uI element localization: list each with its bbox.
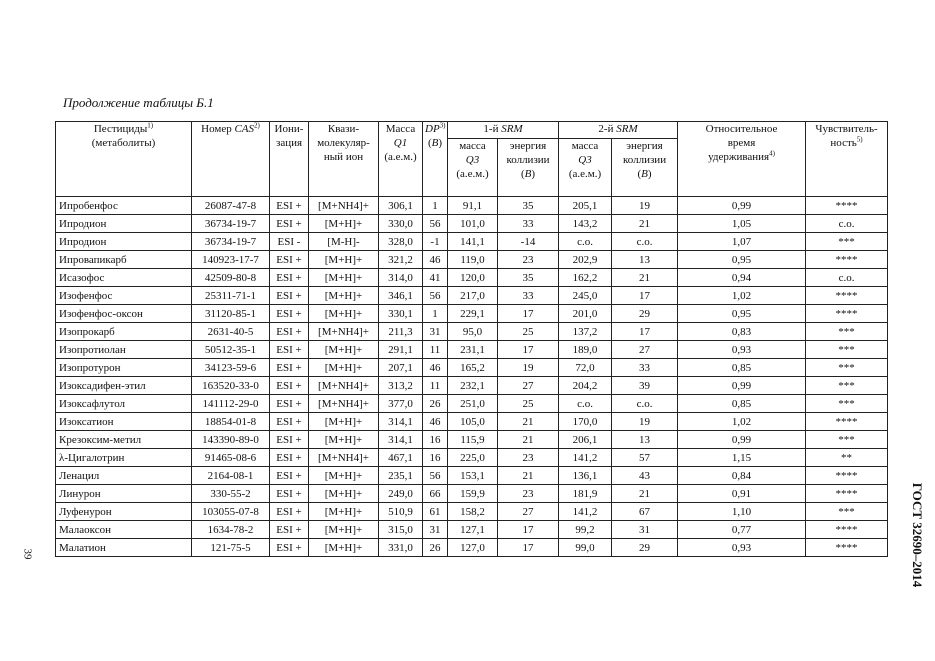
srm1-energy-cell: 25	[498, 323, 559, 341]
retention-time-cell: 1,02	[678, 287, 806, 305]
dp-value-cell: 46	[423, 413, 448, 431]
srm2-energy-cell: 21	[612, 269, 678, 287]
sensitivity-cell: ****	[806, 521, 888, 539]
cas-number-cell: 141112-29-0	[192, 395, 270, 413]
dp-value-cell: 56	[423, 467, 448, 485]
mass-q1-cell: 467,1	[379, 449, 423, 467]
quasi-ion-cell: [M+H]+	[309, 503, 379, 521]
mass-q1-cell: 313,2	[379, 377, 423, 395]
srm1-energy-cell: 21	[498, 431, 559, 449]
pesticide-name-cell: Изофенфос	[56, 287, 192, 305]
pesticide-name-cell: Изоксафлутол	[56, 395, 192, 413]
srm2-energy-cell: 33	[612, 359, 678, 377]
retention-time-cell: 1,07	[678, 233, 806, 251]
table-row	[56, 251, 888, 269]
pesticide-name-cell: Изофенфос-оксон	[56, 305, 192, 323]
srm1-energy-cell: 27	[498, 377, 559, 395]
sensitivity-cell: ***	[806, 359, 888, 377]
srm2-mass-cell: 143,2	[559, 215, 612, 233]
srm1-energy-cell: 25	[498, 395, 559, 413]
srm1-energy-cell: 21	[498, 413, 559, 431]
retention-time-cell: 0,85	[678, 359, 806, 377]
cas-number-cell: 2631-40-5	[192, 323, 270, 341]
ionization-cell: ESI +	[270, 287, 309, 305]
srm1-energy-cell: 27	[498, 503, 559, 521]
table-row	[56, 287, 888, 305]
pesticide-name-cell: Изоксатион	[56, 413, 192, 431]
ionization-cell: ESI +	[270, 521, 309, 539]
dp-value-cell: 41	[423, 269, 448, 287]
srm2-mass-cell: 245,0	[559, 287, 612, 305]
srm2-energy-cell: 21	[612, 485, 678, 503]
ionization-cell: ESI +	[270, 197, 309, 215]
cas-number-cell: 163520-33-0	[192, 377, 270, 395]
ionization-cell: ESI +	[270, 539, 309, 557]
quasi-ion-cell: [M+H]+	[309, 413, 379, 431]
table-row	[56, 305, 888, 323]
cas-number-cell: 34123-59-6	[192, 359, 270, 377]
quasi-ion-cell: [M+H]+	[309, 251, 379, 269]
ionization-cell: ESI +	[270, 377, 309, 395]
srm2-energy-cell: 27	[612, 341, 678, 359]
srm2-mass-cell: 136,1	[559, 467, 612, 485]
retention-time-cell: 0,99	[678, 197, 806, 215]
dp-value-cell: 46	[423, 359, 448, 377]
sensitivity-cell: ***	[806, 323, 888, 341]
mass-q1-cell: 314,0	[379, 269, 423, 287]
mass-q1-cell: 314,1	[379, 413, 423, 431]
srm1-mass-cell: 158,2	[448, 503, 498, 521]
retention-time-cell: 0,84	[678, 467, 806, 485]
srm2-mass-cell: 205,1	[559, 197, 612, 215]
mass-q1-cell: 328,0	[379, 233, 423, 251]
srm1-energy-cell: 35	[498, 197, 559, 215]
sensitivity-cell: ****	[806, 413, 888, 431]
dp-value-cell: 1	[423, 197, 448, 215]
cas-number-cell: 42509-80-8	[192, 269, 270, 287]
table-row	[56, 539, 888, 557]
srm1-energy-cell: 33	[498, 287, 559, 305]
cas-number-cell: 143390-89-0	[192, 431, 270, 449]
srm1-mass-cell: 159,9	[448, 485, 498, 503]
cas-number-cell: 31120-85-1	[192, 305, 270, 323]
sensitivity-cell: ***	[806, 341, 888, 359]
ionization-cell: ESI +	[270, 341, 309, 359]
dp-value-cell: 46	[423, 251, 448, 269]
mass-q1-cell: 330,0	[379, 215, 423, 233]
ionization-cell: ESI +	[270, 449, 309, 467]
mass-q1-cell: 331,0	[379, 539, 423, 557]
srm2-energy-cell: с.о.	[612, 395, 678, 413]
srm1-energy-cell: 21	[498, 467, 559, 485]
dp-value-cell: 31	[423, 521, 448, 539]
page-number: 39	[21, 548, 34, 560]
dp-value-cell: 16	[423, 431, 448, 449]
quasi-ion-cell: [M+H]+	[309, 305, 379, 323]
sensitivity-cell: ***	[806, 395, 888, 413]
srm1-mass-cell: 119,0	[448, 251, 498, 269]
quasi-ion-cell: [M+H]+	[309, 359, 379, 377]
srm2-mass-cell: 99,2	[559, 521, 612, 539]
pesticide-name-cell: Ипродион	[56, 233, 192, 251]
sensitivity-cell: ***	[806, 233, 888, 251]
retention-time-cell: 0,85	[678, 395, 806, 413]
header-srm1-mass: масса Q3 (а.е.м.)	[448, 139, 498, 197]
retention-time-cell: 1,15	[678, 449, 806, 467]
quasi-ion-cell: [M+NH4]+	[309, 449, 379, 467]
mass-q1-cell: 377,0	[379, 395, 423, 413]
srm1-energy-cell: 19	[498, 359, 559, 377]
mass-q1-cell: 249,0	[379, 485, 423, 503]
srm1-mass-cell: 127,1	[448, 521, 498, 539]
dp-value-cell: 11	[423, 377, 448, 395]
srm2-energy-cell: 13	[612, 431, 678, 449]
ionization-cell: ESI +	[270, 269, 309, 287]
ionization-cell: ESI -	[270, 233, 309, 251]
standard-code: ГОСТ 32690–2014	[910, 482, 925, 588]
sensitivity-cell: ****	[806, 539, 888, 557]
header-ionization: Иони- зация	[270, 122, 309, 197]
srm1-mass-cell: 141,1	[448, 233, 498, 251]
srm2-mass-cell: 206,1	[559, 431, 612, 449]
ionization-cell: ESI +	[270, 431, 309, 449]
srm1-energy-cell: 23	[498, 251, 559, 269]
srm1-mass-cell: 115,9	[448, 431, 498, 449]
mass-q1-cell: 346,1	[379, 287, 423, 305]
quasi-ion-cell: [M+NH4]+	[309, 323, 379, 341]
table-row	[56, 413, 888, 431]
table-row	[56, 485, 888, 503]
mass-q1-cell: 330,1	[379, 305, 423, 323]
pesticide-name-cell: Луфенурон	[56, 503, 192, 521]
srm2-energy-cell: 29	[612, 305, 678, 323]
pesticide-name-cell: λ-Цигалотрин	[56, 449, 192, 467]
quasi-ion-cell: [M+H]+	[309, 431, 379, 449]
retention-time-cell: 0,95	[678, 305, 806, 323]
srm1-energy-cell: 23	[498, 485, 559, 503]
ionization-cell: ESI +	[270, 413, 309, 431]
srm2-mass-cell: 162,2	[559, 269, 612, 287]
header-dp: DP$^{3)}$ (В)	[423, 122, 448, 197]
retention-time-cell: 1,05	[678, 215, 806, 233]
pesticide-name-cell: Ипродион	[56, 215, 192, 233]
quasi-ion-cell: [M+H]+	[309, 287, 379, 305]
pesticide-name-cell: Изопрокарб	[56, 323, 192, 341]
retention-time-cell: 1,10	[678, 503, 806, 521]
srm1-energy-cell: 17	[498, 521, 559, 539]
table-row	[56, 269, 888, 287]
ionization-cell: ESI +	[270, 395, 309, 413]
cas-number-cell: 91465-08-6	[192, 449, 270, 467]
table-row	[56, 467, 888, 485]
table-row	[56, 521, 888, 539]
srm2-energy-cell: 21	[612, 215, 678, 233]
sensitivity-cell: **	[806, 449, 888, 467]
dp-value-cell: 56	[423, 215, 448, 233]
ionization-cell: ESI +	[270, 467, 309, 485]
ionization-cell: ESI +	[270, 323, 309, 341]
pesticide-name-cell: Ипровапикарб	[56, 251, 192, 269]
sensitivity-cell: ***	[806, 377, 888, 395]
pesticide-table	[55, 121, 888, 557]
dp-value-cell: 16	[423, 449, 448, 467]
srm2-mass-cell: 202,9	[559, 251, 612, 269]
retention-time-cell: 0,94	[678, 269, 806, 287]
pesticide-name-cell: Малаоксон	[56, 521, 192, 539]
table-row	[56, 503, 888, 521]
table-row	[56, 233, 888, 251]
pesticide-name-cell: Исазофос	[56, 269, 192, 287]
cas-number-cell: 2164-08-1	[192, 467, 270, 485]
srm2-mass-cell: 201,0	[559, 305, 612, 323]
retention-time-cell: 0,99	[678, 431, 806, 449]
pesticide-name-cell: Изопротиолан	[56, 341, 192, 359]
ionization-cell: ESI +	[270, 215, 309, 233]
cas-number-cell: 1634-78-2	[192, 521, 270, 539]
table-row	[56, 449, 888, 467]
srm2-energy-cell: 13	[612, 251, 678, 269]
srm2-mass-cell: 141,2	[559, 503, 612, 521]
cas-number-cell: 18854-01-8	[192, 413, 270, 431]
srm2-energy-cell: 17	[612, 323, 678, 341]
header-pesticide: Пестициды$^{1)}$ (метаболиты)	[56, 122, 192, 197]
srm2-mass-cell: 141,2	[559, 449, 612, 467]
header-cas: Номер CAS$^{2)}$	[192, 122, 270, 197]
dp-value-cell: 66	[423, 485, 448, 503]
srm2-mass-cell: 72,0	[559, 359, 612, 377]
srm2-energy-cell: с.о.	[612, 233, 678, 251]
header-srm2-mass: масса Q3 (а.е.м.)	[559, 139, 612, 197]
dp-value-cell: 1	[423, 305, 448, 323]
sensitivity-cell: ***	[806, 431, 888, 449]
cas-number-cell: 36734-19-7	[192, 215, 270, 233]
cas-number-cell: 103055-07-8	[192, 503, 270, 521]
cas-number-cell: 25311-71-1	[192, 287, 270, 305]
pesticide-name-cell: Ипробенфос	[56, 197, 192, 215]
srm1-mass-cell: 165,2	[448, 359, 498, 377]
quasi-ion-cell: [M+H]+	[309, 539, 379, 557]
retention-time-cell: 0,93	[678, 341, 806, 359]
retention-time-cell: 0,93	[678, 539, 806, 557]
quasi-ion-cell: [M+H]+	[309, 215, 379, 233]
quasi-ion-cell: [M+H]+	[309, 485, 379, 503]
header-mass-q1: Масса Q1 (а.е.м.)	[379, 122, 423, 197]
srm1-energy-cell: 17	[498, 539, 559, 557]
srm2-mass-cell: 137,2	[559, 323, 612, 341]
header-quasi-ion: Квази- молекуляр- ный ион	[309, 122, 379, 197]
srm1-mass-cell: 232,1	[448, 377, 498, 395]
srm2-energy-cell: 31	[612, 521, 678, 539]
mass-q1-cell: 291,1	[379, 341, 423, 359]
srm2-energy-cell: 19	[612, 197, 678, 215]
header-srm1: 1-й SRM	[448, 122, 559, 139]
srm2-energy-cell: 39	[612, 377, 678, 395]
dp-value-cell: 56	[423, 287, 448, 305]
quasi-ion-cell: [M+NH4]+	[309, 197, 379, 215]
srm2-energy-cell: 19	[612, 413, 678, 431]
retention-time-cell: 0,77	[678, 521, 806, 539]
srm1-mass-cell: 229,1	[448, 305, 498, 323]
mass-q1-cell: 510,9	[379, 503, 423, 521]
ionization-cell: ESI +	[270, 305, 309, 323]
srm1-mass-cell: 231,1	[448, 341, 498, 359]
srm1-energy-cell: 17	[498, 341, 559, 359]
cas-number-cell: 330-55-2	[192, 485, 270, 503]
retention-time-cell: 0,83	[678, 323, 806, 341]
srm2-energy-cell: 43	[612, 467, 678, 485]
pesticide-name-cell: Крезоксим-метил	[56, 431, 192, 449]
cas-number-cell: 36734-19-7	[192, 233, 270, 251]
srm1-mass-cell: 225,0	[448, 449, 498, 467]
sensitivity-cell: ***	[806, 503, 888, 521]
mass-q1-cell: 207,1	[379, 359, 423, 377]
srm1-mass-cell: 217,0	[448, 287, 498, 305]
dp-value-cell: 11	[423, 341, 448, 359]
table-body	[56, 197, 888, 557]
sensitivity-cell: с.о.	[806, 215, 888, 233]
srm2-mass-cell: с.о.	[559, 395, 612, 413]
srm1-mass-cell: 120,0	[448, 269, 498, 287]
table-row	[56, 341, 888, 359]
srm2-mass-cell: 170,0	[559, 413, 612, 431]
dp-value-cell: 26	[423, 395, 448, 413]
mass-q1-cell: 321,2	[379, 251, 423, 269]
header-sensitivity: Чувствитель- ность$^{5)}$	[806, 122, 888, 197]
sensitivity-cell: ****	[806, 305, 888, 323]
dp-value-cell: 26	[423, 539, 448, 557]
retention-time-cell: 0,95	[678, 251, 806, 269]
table-row	[56, 395, 888, 413]
sensitivity-cell: ****	[806, 467, 888, 485]
srm1-mass-cell: 153,1	[448, 467, 498, 485]
table-row	[56, 197, 888, 215]
dp-value-cell: 61	[423, 503, 448, 521]
pesticide-name-cell: Ленацил	[56, 467, 192, 485]
cas-number-cell: 50512-35-1	[192, 341, 270, 359]
srm1-mass-cell: 127,0	[448, 539, 498, 557]
quasi-ion-cell: [M-H]-	[309, 233, 379, 251]
header-srm2-energy: энергия коллизии (В)	[612, 139, 678, 197]
srm1-mass-cell: 105,0	[448, 413, 498, 431]
srm1-energy-cell: 17	[498, 305, 559, 323]
sensitivity-cell: ****	[806, 197, 888, 215]
srm2-mass-cell: 189,0	[559, 341, 612, 359]
mass-q1-cell: 315,0	[379, 521, 423, 539]
srm1-mass-cell: 101,0	[448, 215, 498, 233]
srm2-mass-cell: с.о.	[559, 233, 612, 251]
dp-value-cell: -1	[423, 233, 448, 251]
pesticide-name-cell: Малатион	[56, 539, 192, 557]
cas-number-cell: 26087-47-8	[192, 197, 270, 215]
retention-time-cell: 0,91	[678, 485, 806, 503]
sensitivity-cell: ****	[806, 287, 888, 305]
quasi-ion-cell: [M+NH4]+	[309, 377, 379, 395]
srm1-energy-cell: 23	[498, 449, 559, 467]
cas-number-cell: 140923-17-7	[192, 251, 270, 269]
dp-value-cell: 31	[423, 323, 448, 341]
table-row	[56, 359, 888, 377]
sensitivity-cell: ****	[806, 485, 888, 503]
ionization-cell: ESI +	[270, 485, 309, 503]
cas-number-cell: 121-75-5	[192, 539, 270, 557]
quasi-ion-cell: [M+H]+	[309, 467, 379, 485]
mass-q1-cell: 306,1	[379, 197, 423, 215]
ionization-cell: ESI +	[270, 251, 309, 269]
table-row	[56, 377, 888, 395]
pesticide-name-cell: Изопротурон	[56, 359, 192, 377]
srm2-energy-cell: 57	[612, 449, 678, 467]
table-caption: Продолжение таблицы Б.1	[63, 95, 214, 110]
sensitivity-cell: с.о.	[806, 269, 888, 287]
header-srm2: 2-й SRM	[559, 122, 678, 139]
srm2-mass-cell: 204,2	[559, 377, 612, 395]
table-row	[56, 431, 888, 449]
quasi-ion-cell: [M+H]+	[309, 341, 379, 359]
quasi-ion-cell: [M+NH4]+	[309, 395, 379, 413]
srm2-energy-cell: 17	[612, 287, 678, 305]
pesticide-name-cell: Линурон	[56, 485, 192, 503]
table-row	[56, 323, 888, 341]
sensitivity-cell: ****	[806, 251, 888, 269]
header-srm1-energy: энергия коллизии (В)	[498, 139, 559, 197]
ionization-cell: ESI +	[270, 359, 309, 377]
quasi-ion-cell: [M+H]+	[309, 269, 379, 287]
srm1-energy-cell: 33	[498, 215, 559, 233]
srm2-energy-cell: 29	[612, 539, 678, 557]
retention-time-cell: 0,99	[678, 377, 806, 395]
pesticide-name-cell: Изоксадифен-этил	[56, 377, 192, 395]
srm1-mass-cell: 91,1	[448, 197, 498, 215]
mass-q1-cell: 314,1	[379, 431, 423, 449]
srm1-energy-cell: -14	[498, 233, 559, 251]
mass-q1-cell: 211,3	[379, 323, 423, 341]
ionization-cell: ESI +	[270, 503, 309, 521]
header-retention-time: Относительное время удерживания$^{4)}$	[678, 122, 806, 197]
srm1-mass-cell: 95,0	[448, 323, 498, 341]
srm1-energy-cell: 35	[498, 269, 559, 287]
quasi-ion-cell: [M+H]+	[309, 521, 379, 539]
header-row-1	[56, 122, 888, 139]
mass-q1-cell: 235,1	[379, 467, 423, 485]
srm1-mass-cell: 251,0	[448, 395, 498, 413]
srm2-energy-cell: 67	[612, 503, 678, 521]
srm2-mass-cell: 181,9	[559, 485, 612, 503]
srm2-mass-cell: 99,0	[559, 539, 612, 557]
retention-time-cell: 1,02	[678, 413, 806, 431]
table-row	[56, 215, 888, 233]
